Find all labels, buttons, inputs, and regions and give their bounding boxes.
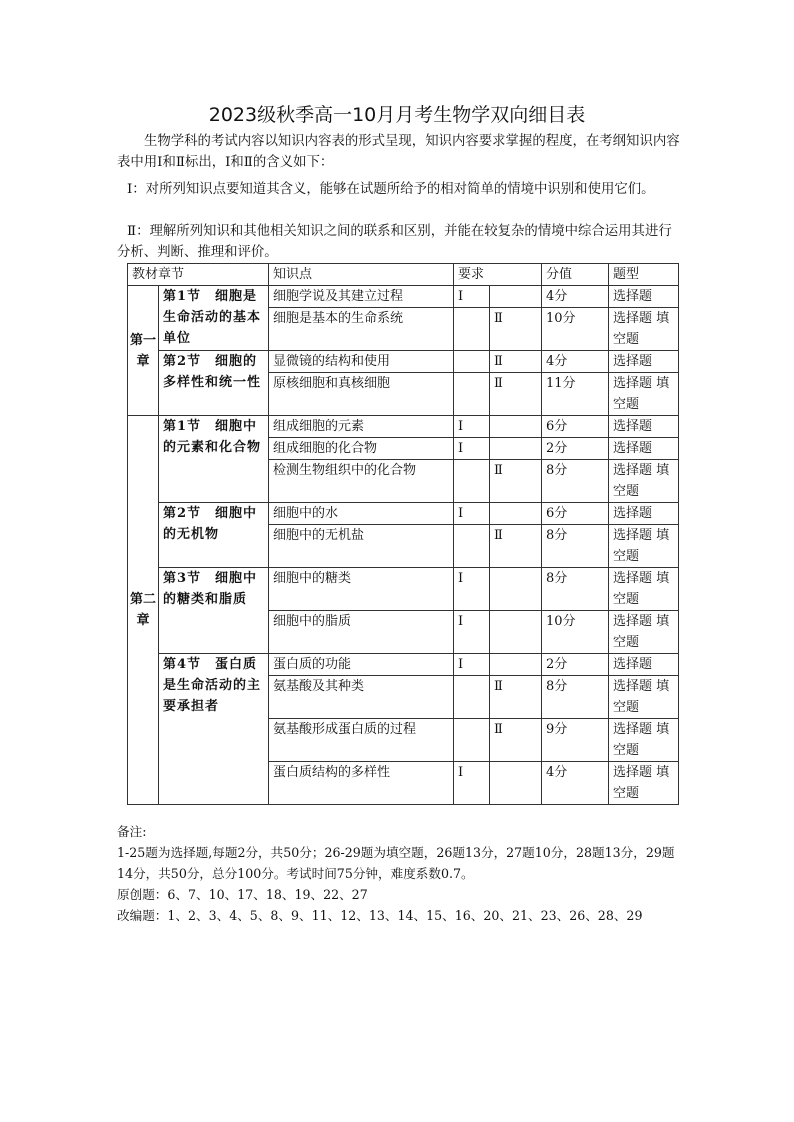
score: 10分 — [542, 308, 609, 351]
knowledge-point: 显微镜的结构和使用 — [269, 351, 454, 373]
level-one — [454, 719, 490, 762]
level-two — [490, 286, 542, 308]
section-cell: 第1节 细胞中的元素和化合物 — [159, 416, 269, 503]
question-type: 选择题 — [609, 438, 679, 460]
level-one: Ⅰ — [454, 503, 490, 525]
table-row — [128, 351, 679, 373]
section-cell: 第3节 细胞中的糖类和脂质 — [159, 568, 269, 654]
chapter-cell: 第二章 — [128, 416, 159, 805]
level-one: Ⅰ — [454, 416, 490, 438]
knowledge-point: 蛋白质的功能 — [269, 654, 454, 676]
level-one: Ⅰ — [454, 438, 490, 460]
knowledge-point: 蛋白质结构的多样性 — [269, 762, 454, 805]
knowledge-point: 细胞中的无机盐 — [269, 525, 454, 568]
header-question-type: 题型 — [609, 264, 679, 286]
level-one: Ⅰ — [454, 654, 490, 676]
level-two: Ⅱ — [490, 460, 542, 503]
question-type: 选择题 — [609, 286, 679, 308]
notes-section — [117, 821, 687, 926]
question-type: 选择题 — [609, 351, 679, 373]
question-type: 选择题 — [609, 503, 679, 525]
section-cell: 第1节 细胞是生命活动的基本单位 — [159, 286, 269, 351]
level-one — [454, 308, 490, 351]
table-row — [128, 654, 679, 676]
table-row — [128, 416, 679, 438]
level-two — [490, 611, 542, 654]
section-cell: 第2节 细胞中的无机物 — [159, 503, 269, 568]
score: 8分 — [542, 568, 609, 611]
level-two: Ⅱ — [490, 308, 542, 351]
level-two: Ⅱ — [490, 676, 542, 719]
intro-text: 生物学科的考试内容以知识内容表的形式呈现，知识内容要求掌握的程度，在考纲知识内容表中用Ⅰ和Ⅱ标出，Ⅰ和Ⅱ的含义如下： — [117, 134, 680, 170]
question-type: 选择题 填空题 — [609, 676, 679, 719]
level-one — [454, 373, 490, 416]
level-two: Ⅱ — [490, 373, 542, 416]
score: 10分 — [542, 611, 609, 654]
intro-paragraph — [117, 131, 683, 173]
knowledge-point: 原核细胞和真核细胞 — [269, 373, 454, 416]
level-one — [454, 351, 490, 373]
level-one — [454, 460, 490, 503]
score: 8分 — [542, 460, 609, 503]
level-two-text: Ⅱ：理解所列知识和其他相关知识之间的联系和区别，并能在较复杂的情境中综合运用其进行分析、判断、推理和评价。 — [117, 224, 672, 260]
knowledge-point: 组成细胞的元素 — [269, 416, 454, 438]
level-one: Ⅰ — [454, 568, 490, 611]
level-one-definition — [117, 179, 683, 200]
score: 4分 — [542, 762, 609, 805]
score: 6分 — [542, 503, 609, 525]
chapter-cell: 第一章 — [128, 286, 159, 416]
knowledge-table — [127, 263, 679, 805]
header-requirement: 要求 — [454, 264, 542, 286]
level-one: Ⅰ — [454, 762, 490, 805]
level-two — [490, 762, 542, 805]
level-two — [490, 568, 542, 611]
header-knowledge-point: 知识点 — [269, 264, 454, 286]
level-two: Ⅱ — [490, 719, 542, 762]
knowledge-point: 细胞中的脂质 — [269, 611, 454, 654]
level-one: Ⅰ — [454, 611, 490, 654]
level-two — [490, 416, 542, 438]
knowledge-point: 组成细胞的化合物 — [269, 438, 454, 460]
question-type: 选择题 填空题 — [609, 719, 679, 762]
knowledge-point: 细胞学说及其建立过程 — [269, 286, 454, 308]
question-type: 选择题 填空题 — [609, 308, 679, 351]
question-type: 选择题 填空题 — [609, 373, 679, 416]
section-cell: 第4节 蛋白质是生命活动的主要承担者 — [159, 654, 269, 805]
level-one — [454, 676, 490, 719]
header-score: 分值 — [542, 264, 609, 286]
level-two: Ⅱ — [490, 525, 542, 568]
knowledge-point: 细胞中的水 — [269, 503, 454, 525]
level-two — [490, 654, 542, 676]
level-two — [490, 438, 542, 460]
header-chapter: 教材章节 — [128, 264, 269, 286]
level-one: Ⅰ — [454, 286, 490, 308]
score: 2分 — [542, 654, 609, 676]
score: 8分 — [542, 525, 609, 568]
table-row — [128, 503, 679, 525]
notes-original-questions: 原创题：6、7、10、17、18、19、22、27 — [117, 887, 368, 902]
score: 8分 — [542, 676, 609, 719]
score: 4分 — [542, 351, 609, 373]
score: 6分 — [542, 416, 609, 438]
table-header-row — [128, 264, 679, 286]
section-cell: 第2节 细胞的多样性和统一性 — [159, 351, 269, 416]
knowledge-point: 细胞是基本的生命系统 — [269, 308, 454, 351]
score: 11分 — [542, 373, 609, 416]
table-row — [128, 286, 679, 308]
question-type: 选择题 填空题 — [609, 762, 679, 805]
level-one-text: Ⅰ：对所列知识点要知道其含义，能够在试题所给予的相对简单的情境中识别和使用它们。 — [127, 182, 655, 197]
knowledge-point: 氨基酸及其种类 — [269, 676, 454, 719]
knowledge-point: 检测生物组织中的化合物 — [269, 460, 454, 503]
level-two-definition — [117, 221, 683, 263]
notes-adapted-questions: 改编题：1、2、3、4、5、8、9、11、12、13、14、15、16、20、21、23、26、28、29 — [117, 908, 643, 923]
question-type: 选择题 填空题 — [609, 525, 679, 568]
level-two — [490, 503, 542, 525]
score: 2分 — [542, 438, 609, 460]
level-one — [454, 525, 490, 568]
document-title: 2023级秋季高一10月月考生物学双向细目表 — [208, 104, 586, 126]
notes-heading: 备注: — [117, 824, 147, 839]
question-type: 选择题 填空题 — [609, 460, 679, 503]
question-type: 选择题 填空题 — [609, 611, 679, 654]
level-two: Ⅱ — [490, 351, 542, 373]
question-type: 选择题 — [609, 654, 679, 676]
score: 9分 — [542, 719, 609, 762]
knowledge-point: 细胞中的糖类 — [269, 568, 454, 611]
notes-scoring: 1-25题为选择题,每题2分，共50分；26-29题为填空题，26题13分，27题10分，28题13分，29题14分，共50分，总分100分。考试时间75分钟，难度系数0.7。 — [117, 845, 675, 881]
knowledge-point: 氨基酸形成蛋白质的过程 — [269, 719, 454, 762]
question-type: 选择题 — [609, 416, 679, 438]
question-type: 选择题 填空题 — [609, 568, 679, 611]
score: 4分 — [542, 286, 609, 308]
